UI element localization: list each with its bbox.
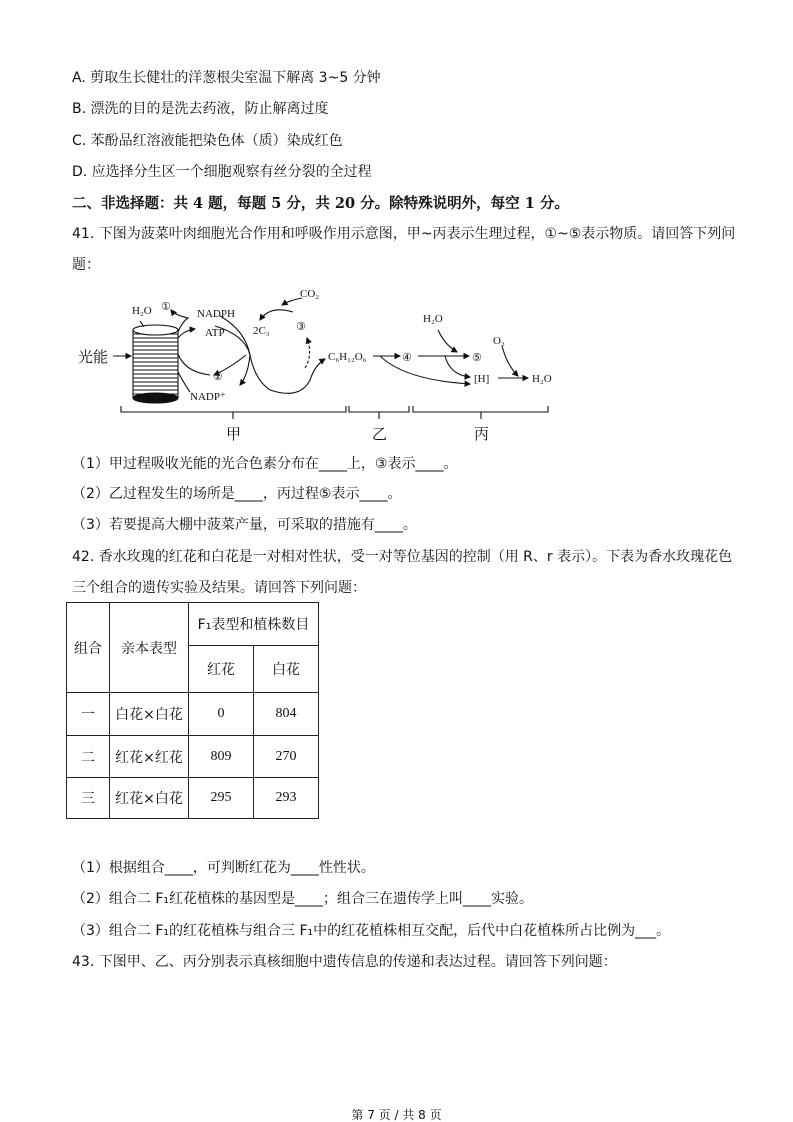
q42-sub-3: （3）组合二 F₁的红花植株与组合三 F₁中的红花植株相互交配，后代中白花植株所占比例为___。 [72,923,671,939]
marker-5: ⑤ [472,352,482,364]
cell-white: 293 [254,778,319,819]
q41-sub-1: （1）甲过程吸收光能的光合色素分布在____上，③表示____。 [72,456,458,472]
process-jia-label: 甲 [226,425,242,443]
marker-2: ② [213,371,223,383]
q41-stem: 41. 下图为菠菜叶肉细胞光合作用和呼吸作用示意图，甲~丙表示生理过程，①~⑤表示物质。请回答下列问 [72,226,736,242]
marker-4: ④ [402,352,412,364]
grana-stack-icon [133,321,178,403]
atp-label: ATP [205,327,225,339]
option-d: D. 应选择分生区一个细胞观察有丝分裂的全过程 [72,164,372,180]
h2o-label-2: H₂O [423,313,443,325]
page-footer: 第 7 页 / 共 8 页 [351,1108,442,1122]
q42-sub-1: （1）根据组合____，可判断红花为____性性状。 [72,860,375,876]
cell-parent: 红花×白花 [110,778,189,819]
header-group: 组合 [67,603,110,693]
cell-red: 295 [189,778,254,819]
h2o-label-3: H₂O [532,373,552,385]
marker-1: ① [161,301,171,313]
glucose-label: C₆H₁₂O₆ [328,351,367,363]
h-label: [H] [474,373,490,385]
light-energy-label: 光能 [78,348,109,366]
marker-3: ③ [296,321,306,333]
cell-group: 一 [67,693,110,736]
process-bing-label: 丙 [474,425,490,443]
cell-red: 0 [189,693,254,736]
process-yi-label: 乙 [372,425,388,443]
option-c: C. 苯酚品红溶液能把染色体（质）染成红色 [72,133,343,149]
q42-stem-cont: 三个组合的遗传实验及结果。请回答下列问题： [72,580,366,596]
option-b: B. 漂洗的目的是洗去药液，防止解离过度 [72,101,329,117]
header-red: 红花 [189,646,254,693]
header-parent: 亲本表型 [110,603,189,693]
cell-group: 二 [67,736,110,778]
genetics-results-table [66,602,319,819]
q41-sub-2: （2）乙过程发生的场所是____，丙过程⑤表示____。 [72,486,402,502]
q43-stem: 43. 下图甲、乙、丙分别表示真核细胞中遗传信息的传递和表达过程。请回答下列问题： [72,954,617,970]
q41-sub-3: （3）若要提高大棚中菠菜产量，可采取的措施有____。 [72,517,417,533]
cell-white: 270 [254,736,319,778]
nadp-label: NADP⁺ [190,391,226,403]
cell-red: 809 [189,736,254,778]
co2-label: CO₂ [300,288,320,300]
cell-parent: 红花×红花 [110,736,189,778]
q42-sub-2: （2）组合二 F₁红花植株的基因型是____；组合三在遗传学上叫____实验。 [72,891,534,907]
table-row [67,778,319,819]
section-heading: 二、非选择题：共 4 题，每题 5 分，共 20 分。除特殊说明外，每空 1 分。 [72,195,569,212]
table-row [67,693,319,736]
q42-stem: 42. 香水玫瑰的红花和白花是一对相对性状，受一对等位基因的控制（用 R、r 表示）。下表为香水玫瑰花色 [72,549,733,565]
table-row [67,736,319,778]
2c3-label: 2C₃ [253,325,270,337]
cell-white: 804 [254,693,319,736]
header-white: 白花 [254,646,319,693]
header-f1: F₁表型和植株数目 [189,603,319,646]
process-brackets [121,406,548,419]
nadph-label: NADPH [197,308,235,320]
o2-label: O₂ [493,335,505,347]
option-a: A. 剪取生长健壮的洋葱根尖室温下解离 3~5 分钟 [72,70,381,86]
cell-parent: 白花×白花 [110,693,189,736]
h2o-label: H₂O [132,305,152,317]
photosynthesis-respiration-diagram [70,280,570,450]
q41-stem-cont: 题： [72,257,100,273]
cell-group: 三 [67,778,110,819]
